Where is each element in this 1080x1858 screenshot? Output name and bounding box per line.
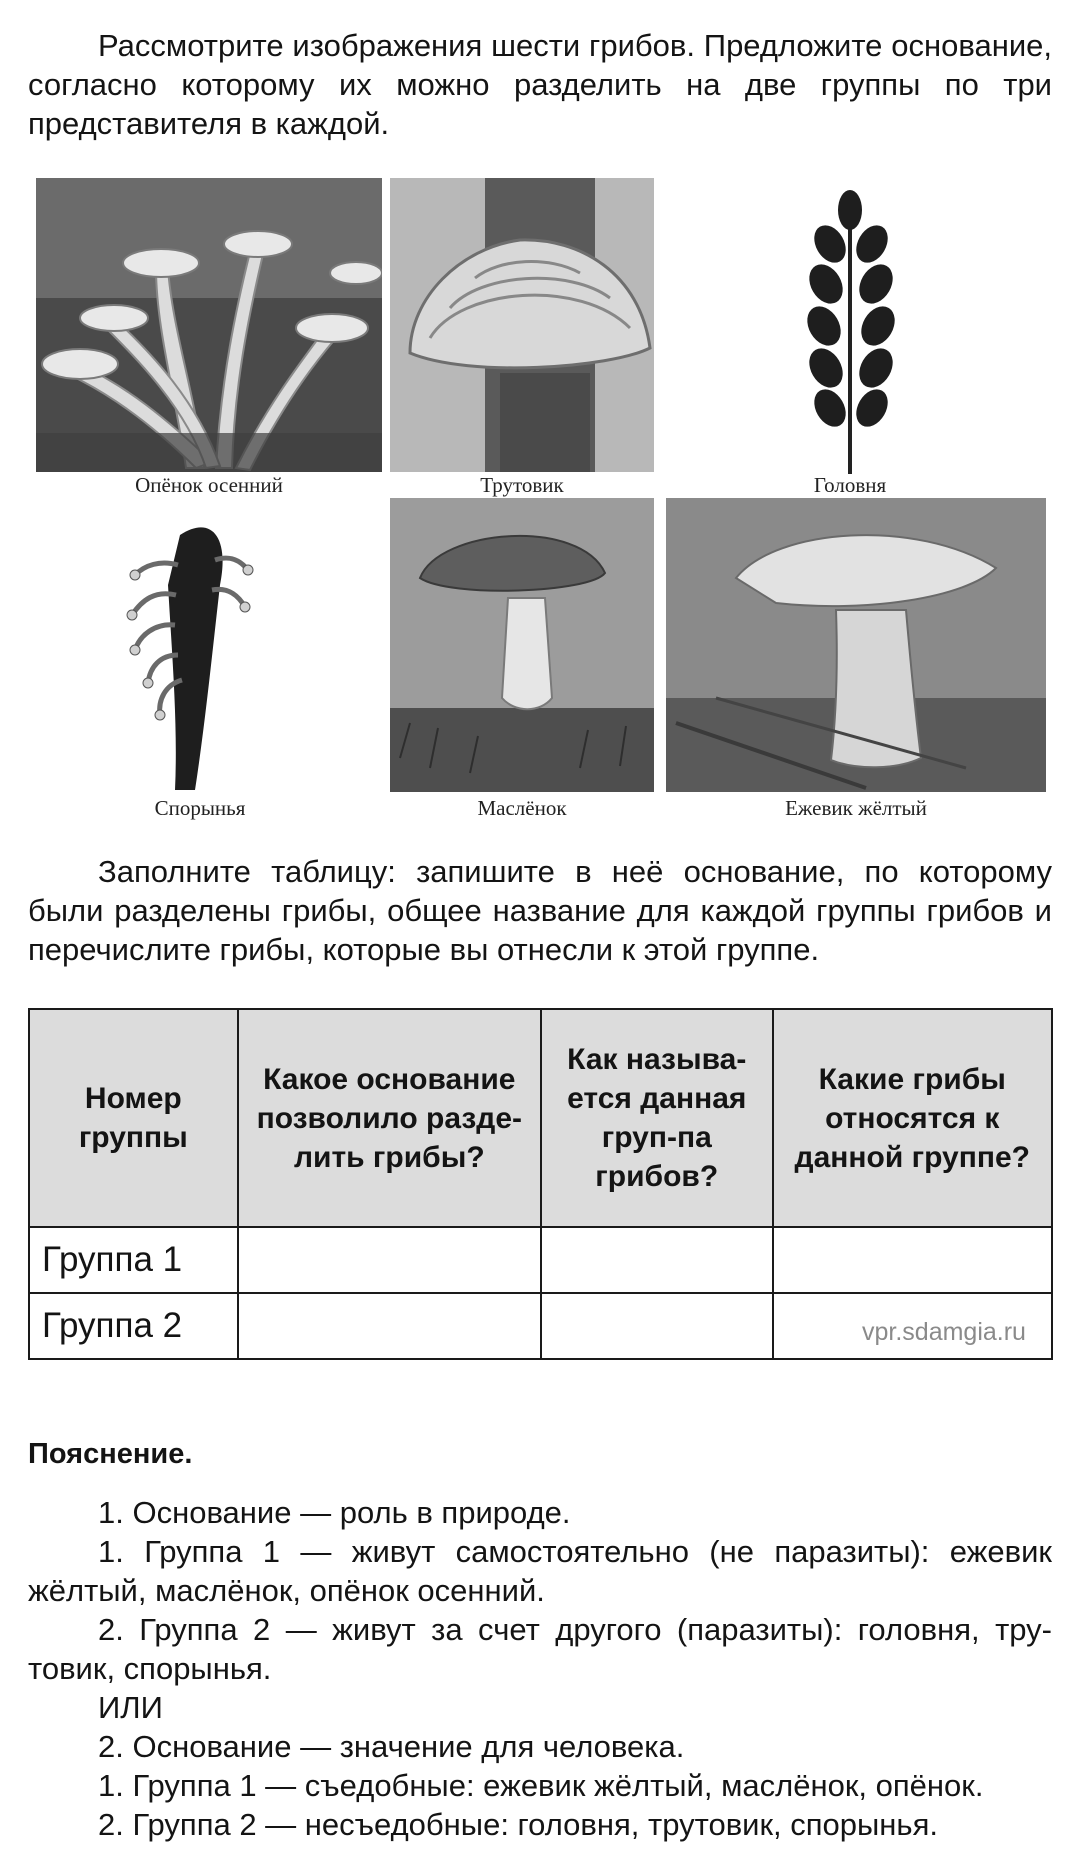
header-group-name: Как называ-ется данная груп-па грибов? [541, 1009, 773, 1227]
explanation-line: 1. Основание — роль в природе. [98, 1495, 571, 1530]
header-basis: Какое основание позволило разде-лить грибы? [238, 1009, 541, 1227]
caption-hedgehog-mushroom: Ежевик жёлтый [785, 796, 927, 820]
photo-slippery-jack [390, 498, 654, 792]
header-group-number: Номер группы [29, 1009, 238, 1227]
caption-smut: Головня [813, 473, 887, 497]
photo-tinder-fungus [390, 178, 654, 472]
caption-ergot: Спорынья [154, 796, 246, 820]
answer-table [28, 1008, 1053, 1360]
row1-group-label: Группа 1 [29, 1227, 238, 1293]
header-fungi-list: Какие грибы относятся к данной группе? [773, 1009, 1052, 1227]
task-intro-text: Рассмотрите изображения шести грибов. Предложите основание, согласно которому их можно разделить на две группы по три представителя в каждой. [28, 28, 1052, 141]
watermark: vpr.sdamgia.ru [862, 1318, 1026, 1346]
explanation-line: 1. Группа 1 — съедобные: ежевик жёлтый, маслёнок, опёнок. [98, 1768, 984, 1803]
task-instruction [28, 852, 1052, 969]
caption-honey-fungus: Опёнок осенний [135, 473, 283, 497]
explanation-heading: Пояснение. [28, 1438, 193, 1470]
explanation-line: товик, спорынья. [28, 1651, 272, 1686]
task-intro [28, 26, 1052, 143]
photo-honey-fungus [36, 178, 382, 472]
photo-hedgehog-mushroom [666, 498, 1046, 792]
explanation-line: 1. Группа 1 — живут самостоятельно (не паразиты): ежевик [98, 1534, 1052, 1569]
row1-basis-cell[interactable] [238, 1227, 541, 1293]
row1-name-cell[interactable] [541, 1227, 773, 1293]
task-instruction-text: Заполните таблицу: запишите в неё основание, по которому были разделены грибы, общее название для каждой группы грибов и перечислите грибы, которые вы отнесли к этой группе. [28, 854, 1052, 967]
row2-group-label: Группа 2 [29, 1293, 238, 1359]
explanation-line: ИЛИ [98, 1690, 163, 1725]
explanation-line: 2. Группа 2 — живут за счет другого (паразиты): головня, тру- [98, 1612, 1052, 1647]
table-header-row [29, 1009, 1052, 1227]
drawing-smut [760, 182, 940, 474]
table-row [29, 1227, 1052, 1293]
drawing-ergot [120, 505, 280, 795]
row1-fungi-cell[interactable] [773, 1227, 1052, 1293]
explanation-line: жёлтый, маслёнок, опёнок осенний. [28, 1573, 545, 1608]
row2-name-cell[interactable] [541, 1293, 773, 1359]
explanation-line: 2. Основание — значение для человека. [98, 1729, 685, 1764]
explanation-line: 2. Группа 2 — несъедобные: головня, трутовик, спорынья. [98, 1807, 938, 1842]
caption-slippery-jack: Маслёнок [477, 796, 567, 820]
caption-tinder-fungus: Трутовик [480, 473, 564, 497]
row2-basis-cell[interactable] [238, 1293, 541, 1359]
